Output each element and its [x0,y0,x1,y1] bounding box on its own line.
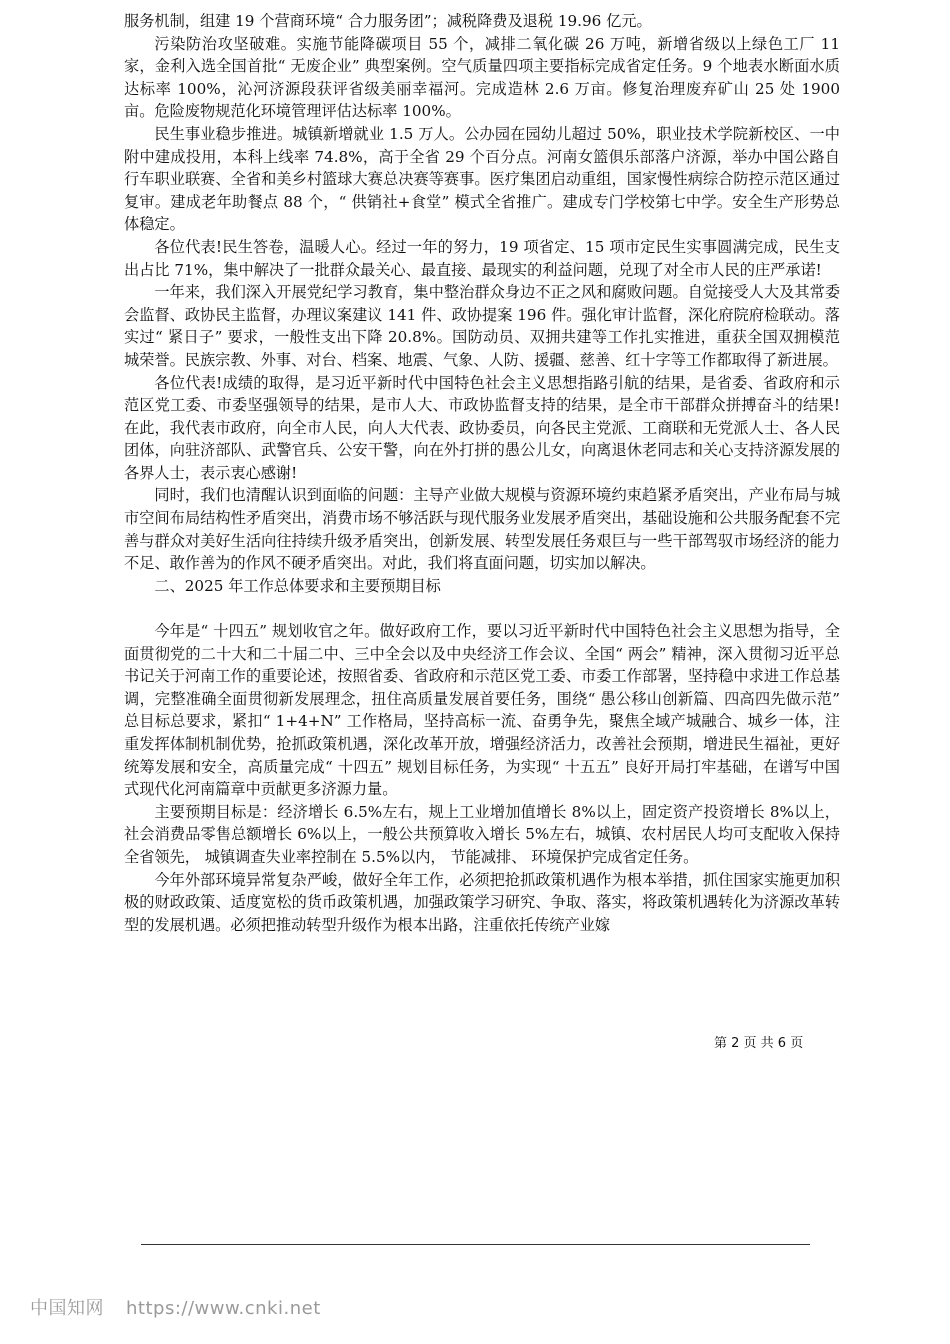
paragraph: 今年外部环境异常复杂严峻，做好全年工作，必须把抢抓政策机遇作为根本举措，抓住国家实施更加积极的财政政策、适度宽松的货币政策机遇，加强政策学习研究、争取、落实，将政策机遇转化为济源改革转型的发展机遇。必须把推动转型升级作为根本出路，注重依托传统产业嫁 [124,870,840,934]
footer-divider [141,1244,810,1245]
watermark-brand: 中国知网 [30,1298,104,1319]
spacer [124,597,840,620]
paragraph: 今年是“ 十四五” 规划收官之年。做好政府工作，要以习近平新时代中国特色社会主义思想为指导，全面贯彻党的二十大和二十届二中、三中全会以及中央经济工作会议、全国“ 两会” 精神，深入贯彻习近平总书记关于河南工作的重要论述，按照省委、省政府和示范区党工委、市委工作部署，坚持稳中求进工作总基调，完整准确全面贯彻新发展理念，扭住高质量发展首要任务，围绕“ 愚公移山创新篇、四高四先做示范” 总目标总要求，紧扣“ 1+4+N” 工作格局，坚持高标一流、奋勇争先，聚焦全域产城融合、城乡一体，注重发挥体制机制优势，抢抓政策机遇，深化改革开放，增强经济活力，改善社会预期，增进民生福祉，更好统筹发展和安全，高质量完成“ 十四五” 规划目标任务，为实现“ 十五五” 良好开局打牢基础，在谱写中国式现代化河南篇章中贡献更多济源力量。 [124,622,840,799]
paragraph: 一年来，我们深入开展党纪学习教育，集中整治群众身边不正之风和腐败问题。自觉接受人大及其常委会监督、政协民主监督，办理议案建议 141 件、政协提案 196 件。强化审计监督，深化府院府检联动。落实过“ 紧日子” 要求，一般性支出下降 20.8%。国防动员、双拥共建等工作扎实推进，重获全国双拥模范城荣誉。民族宗教、外事、对台、档案、地震、气象、人防、援疆、慈善、红十字等工作都取得了新进展。 [124,283,840,369]
paragraph: 主要预期目标是：经济增长 6.5%左右，规上工业增加值增长 8%以上，固定资产投资增长 8%以上，社会消费品零售总额增长 6%以上，一般公共预算收入增长 5%左右，城镇、农村居民人均可支配收入保持全省领先， 城镇调查失业率控制在 5.5%以内， 节能减排、 环境保护完成省定任务。 [124,802,840,866]
paragraph: 各位代表!成绩的取得，是习近平新时代中国特色社会主义思想指路引航的结果，是省委、省政府和示范区党工委、市委坚强领导的结果，是市人大、市政协监督支持的结果，是全市干部群众拼搏奋斗的结果!在此，我代表市政府，向全市人民，向人大代表、政协委员，向各民主党派、工商联和无党派人士、各人民团体，向驻济部队、武警官兵、公安干警，向在外打拼的愚公儿女，向离退休老同志和关心支持济源发展的各界人士，表示衷心感谢! [124,373,840,482]
paragraph: 各位代表!民生答卷，温暖人心。经过一年的努力，19 项省定、15 项市定民生实事圆满完成，民生支出占比 71%，集中解决了一批群众最关心、最直接、最现实的利益问题，兑现了对全市人民的庄严承诺! [124,237,840,279]
document-body [124,10,840,936]
cnki-watermark [30,1294,343,1320]
paragraph: 民生事业稳步推进。城镇新增就业 1.5 万人。公办园在园幼儿超过 50%，职业技术学院新校区、一中附中建成投用，本科上线率 74.8%，高于全省 29 个百分点。河南女篮俱乐部落户济源，举办中国公路自行车职业联赛、全省和美乡村篮球大赛总决赛等赛事。医疗集团启动重组，国家慢性病综合防控示范区通过复审。建成老年助餐点 88 个，“ 供销社+食堂” 模式全省推广。建成专门学校第七中学。安全生产形势总体稳定。 [124,124,840,234]
paragraph: 服务机制，组建 19 个营商环境“ 合力服务团”；减税降费及退税 19.96 亿元。 [124,12,652,30]
paragraph: 同时，我们也清醒认识到面临的问题：主导产业做大规模与资源环境约束趋紧矛盾突出，产业布局与城市空间布局结构性矛盾突出，消费市场不够活跃与现代服务业发展矛盾突出，基础设施和公共服务配套不完善与群众对美好生活向往持续升级矛盾突出，创新发展、转型发展任务艰巨与一些干部驾驭市场经济的能力不足、敢作善为的作风不硬矛盾突出。对此，我们将直面问题，切实加以解决。 [124,486,840,573]
page-number: 第 2 页 共 6 页 [714,1036,804,1051]
section-heading: 二、2025 年工作总体要求和主要预期目标 [154,576,441,595]
paragraph: 污染防治攻坚破难。实施节能降碳项目 55 个，减排二氧化碳 26 万吨，新增省级以上绿色工厂 11 家，金利入选全国首批“ 无废企业” 典型案例。空气质量四项主要指标完成省定任务。9 个地表水断面水质达标率 100%，沁河济源段获评省级美丽幸福河。完成造林 2.6 万亩。修复治理废弃矿山 25 处 1900 亩。危险废物规范化环境管理评估达标率 100%。 [124,34,840,121]
watermark-url: https://www.cnki.net [126,1298,321,1319]
